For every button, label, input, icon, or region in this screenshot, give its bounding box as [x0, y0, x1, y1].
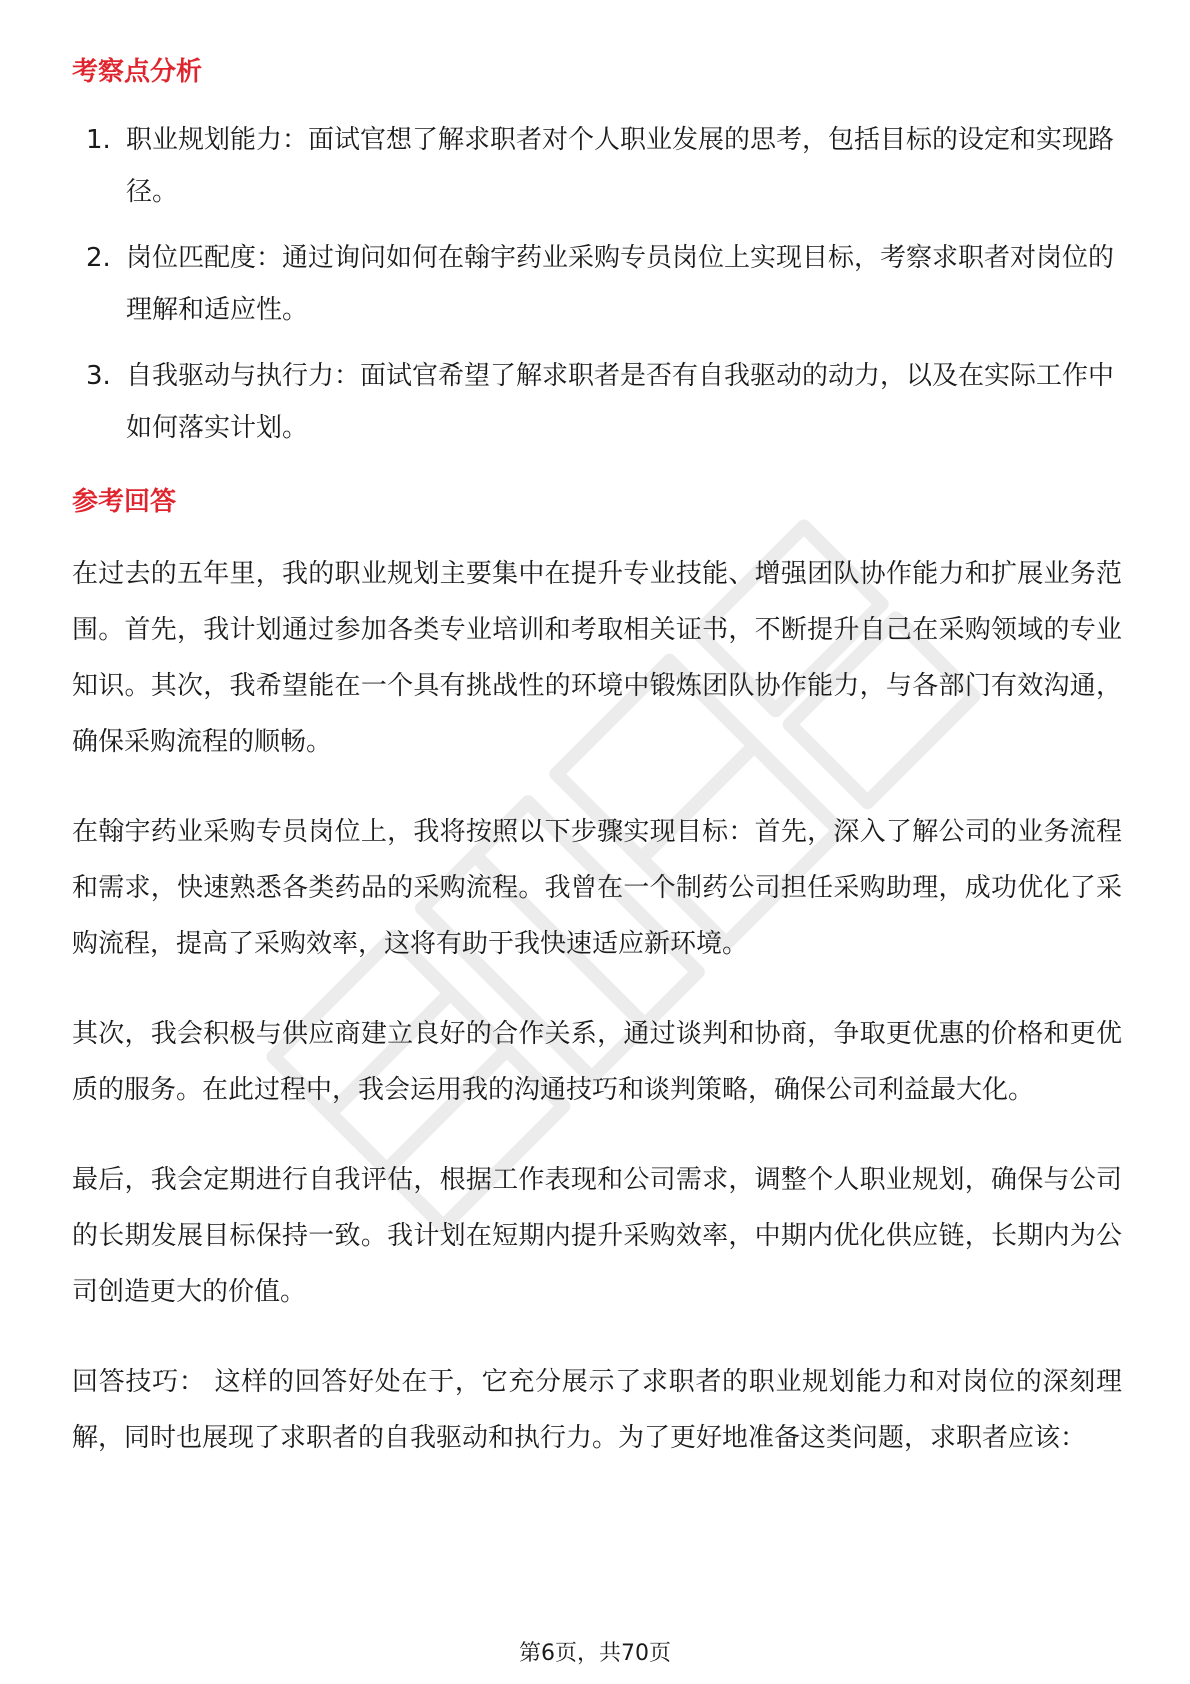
document-content: [72, 44, 1122, 1500]
list-item: [72, 114, 1122, 218]
list-item-number: 1.: [86, 125, 111, 155]
page-number: 第6页，共70页: [519, 1641, 671, 1666]
analysis-list: [72, 114, 1122, 454]
section-title-answer: 参考回答: [72, 487, 177, 517]
list-item-number: 3.: [86, 361, 111, 391]
answer-paragraph: 最后，我会定期进行自我评估，根据工作表现和公司需求，调整个人职业规划，确保与公司的长期发展目标保持一致。我计划在短期内提升采购效率，中期内优化供应链，长期内为公司创造更大的价值。: [72, 1165, 1122, 1307]
section-title-analysis: 考察点分析: [72, 57, 203, 87]
list-item-text: 自我驱动与执行力：面试官希望了解求职者是否有自我驱动的动力，以及在实际工作中如何落实计划。: [126, 361, 1115, 443]
list-item: [72, 350, 1122, 454]
list-item-text: 岗位匹配度：通过询问如何在翰宇药业采购专员岗位上实现目标，考察求职者对岗位的理解和适应性。: [126, 243, 1115, 325]
answer-paragraph: 其次，我会积极与供应商建立良好的合作关系，通过谈判和协商，争取更优惠的价格和更优质的服务。在此过程中，我会运用我的沟通技巧和谈判策略，确保公司利益最大化。: [72, 1019, 1122, 1105]
answer-paragraph: 在过去的五年里，我的职业规划主要集中在提升专业技能、增强团队协作能力和扩展业务范围。首先，我计划通过参加各类专业培训和考取相关证书，不断提升自己在采购领域的专业知识。其次，我希望能在一个具有挑战性的环境中锻炼团队协作能力，与各部门有效沟通，确保采购流程的顺畅。: [72, 559, 1122, 757]
list-item-text: 职业规划能力：面试官想了解求职者对个人职业发展的思考，包括目标的设定和实现路径。: [126, 125, 1115, 207]
list-item-number: 2.: [86, 243, 111, 273]
answer-paragraph: 在翰宇药业采购专员岗位上，我将按照以下步骤实现目标：首先，深入了解公司的业务流程和需求，快速熟悉各类药品的采购流程。我曾在一个制药公司担任采购助理，成功优化了采购流程，提高了采购效率，这将有助于我快速适应新环境。: [72, 817, 1122, 959]
list-item: [72, 232, 1122, 336]
answer-tips-paragraph: 回答技巧： 这样的回答好处在于，它充分展示了求职者的职业规划能力和对岗位的深刻理解，同时也展现了求职者的自我驱动和执行力。为了更好地准备这类问题，求职者应该：: [72, 1367, 1122, 1453]
